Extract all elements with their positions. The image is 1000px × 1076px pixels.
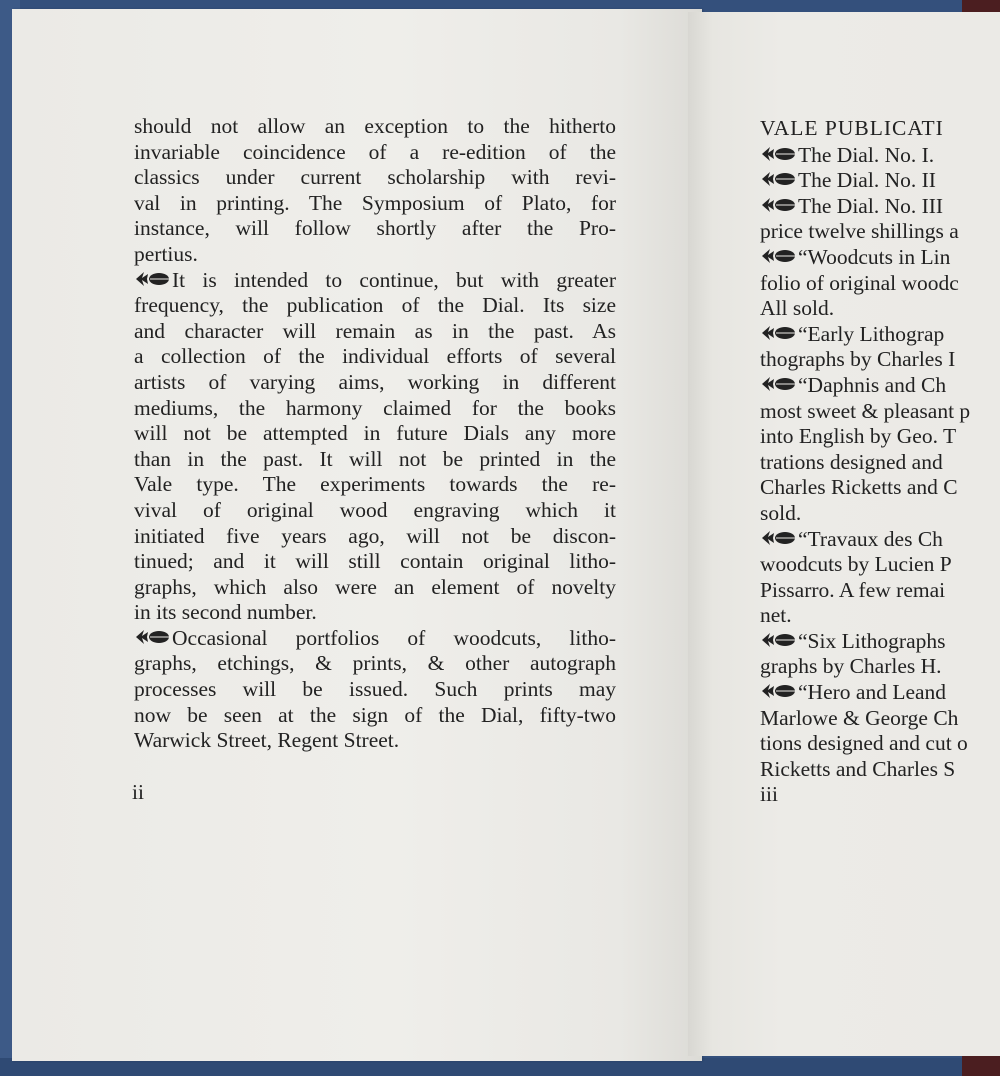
right-page-text xyxy=(760,116,1000,782)
leaf-ornament-icon xyxy=(760,323,796,343)
section-heading: VALE PUBLICATI xyxy=(760,116,944,140)
text-line: in its second number. xyxy=(134,600,317,625)
text-line: than in the past. It will not be printed in the xyxy=(134,446,616,471)
text-line: tions designed and cut o xyxy=(760,731,968,756)
text-line: val in printing. The Symposium of Plato, for xyxy=(134,190,616,215)
text-line: mediums, the harmony claimed for the books xyxy=(134,395,616,420)
text-line: frequency, the publication of the Dial. Its size xyxy=(134,293,616,318)
text-line: Pissarro. A few remai xyxy=(760,577,946,602)
left-page-text xyxy=(134,114,616,754)
text-line: All sold. xyxy=(760,296,835,321)
text-line: and character will remain as in the past. As xyxy=(134,318,616,343)
leaf-ornament-icon xyxy=(760,144,796,164)
text-line: vival of original wood engraving which it xyxy=(134,497,616,522)
list-item xyxy=(760,194,1000,220)
list-item xyxy=(760,373,1000,399)
text-line: Charles Ricketts and C xyxy=(760,475,958,500)
text-line: tinued; and it will still contain original litho- xyxy=(134,549,616,574)
leaf-ornament-icon xyxy=(760,246,796,266)
text-line: a collection of the individual efforts of several xyxy=(134,344,616,369)
text-line: Marlowe & George Ch xyxy=(760,705,959,730)
list-item xyxy=(760,143,1000,169)
text-line: woodcuts by Lucien P xyxy=(760,552,952,577)
text-line: initiated five years ago, will not be discon- xyxy=(134,523,616,548)
list-item-text: “Early Lithograp xyxy=(798,321,945,346)
paragraph-text: It is intended to continue, but with greater xyxy=(172,267,616,292)
list-item xyxy=(760,322,1000,348)
text-line: artists of varying aims, working in different xyxy=(134,369,616,394)
left-page-number: ii xyxy=(132,780,144,804)
text-line: Vale type. The experiments towards the re- xyxy=(134,472,616,497)
leaf-ornament-icon xyxy=(134,269,170,289)
text-line: sold. xyxy=(760,500,802,525)
text-line: into English by Geo. T xyxy=(760,424,957,449)
text-line: net. xyxy=(760,603,792,628)
list-item xyxy=(760,527,1000,553)
text-line: processes will be issued. Such prints may xyxy=(134,677,616,702)
text-line: price twelve shillings a xyxy=(760,219,959,244)
list-item xyxy=(760,629,1000,655)
list-item-text: The Dial. No. III xyxy=(798,193,944,218)
list-item xyxy=(760,680,1000,706)
text-line: graphs, etchings, & prints, & other autograph xyxy=(134,651,616,676)
text-line: pertius. xyxy=(134,241,198,266)
text-line: Ricketts and Charles S xyxy=(760,756,956,781)
leaf-ornament-icon xyxy=(760,169,796,189)
leaf-ornament-icon xyxy=(760,528,796,548)
text-line: graphs, which also were an element of novelty xyxy=(134,574,616,599)
list-item xyxy=(760,245,1000,271)
leaf-ornament-icon xyxy=(760,374,796,394)
list-item-text: The Dial. No. I. xyxy=(798,142,935,167)
list-item-text: “Travaux des Ch xyxy=(798,526,943,551)
list-item-text: The Dial. No. II xyxy=(798,168,936,193)
text-line: invariable coincidence of a re-edition of the xyxy=(134,139,616,164)
text-line: now be seen at the sign of the Dial, fifty-two xyxy=(134,702,616,727)
text-line: folio of original woodc xyxy=(760,270,959,295)
list-item-text: “Hero and Leand xyxy=(798,680,947,705)
leaf-ornament-icon xyxy=(760,630,796,650)
text-line: will not be attempted in future Dials any more xyxy=(134,421,616,446)
text-line: graphs by Charles H. xyxy=(760,654,942,679)
list-item-text: “Woodcuts in Lin xyxy=(798,244,951,269)
leaf-ornament-icon xyxy=(760,681,796,701)
right-page-number: iii xyxy=(760,782,778,806)
leaf-ornament-icon xyxy=(760,195,796,215)
leaf-ornament-icon xyxy=(134,627,170,647)
text-line: trations designed and xyxy=(760,449,943,474)
text-line: most sweet & pleasant p xyxy=(760,398,971,423)
list-item xyxy=(760,168,1000,194)
paragraph-start xyxy=(134,626,616,652)
text-line: Warwick Street, Regent Street. xyxy=(134,728,400,753)
text-line: instance, will follow shortly after the Pro- xyxy=(134,216,616,241)
paragraph-start xyxy=(134,268,616,294)
paragraph-text: Occasional portfolios of woodcuts, litho- xyxy=(172,625,616,650)
text-line: thographs by Charles I xyxy=(760,347,956,372)
list-item-text: “Daphnis and Ch xyxy=(798,372,947,397)
text-line: classics under current scholarship with revi- xyxy=(134,165,616,190)
list-item-text: “Six Lithographs xyxy=(798,628,946,653)
text-line: should not allow an exception to the hitherto xyxy=(134,114,616,138)
